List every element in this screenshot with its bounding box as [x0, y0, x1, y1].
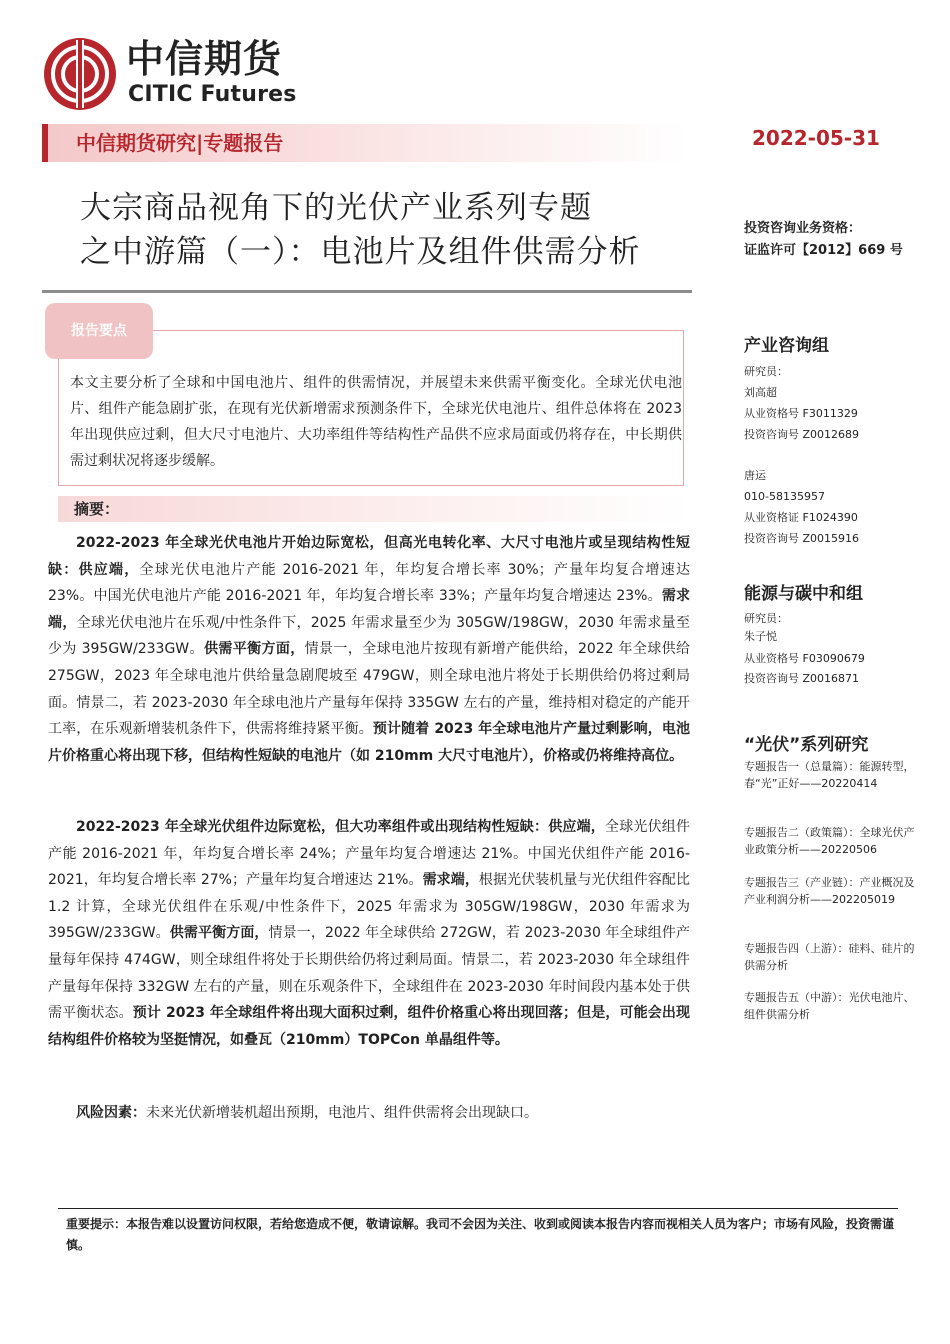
researcher-phone: 010-58135957	[744, 490, 825, 503]
report-title	[80, 186, 700, 274]
para-seg: 需求端，	[48, 588, 691, 631]
summary-paragraph-cells	[48, 530, 690, 769]
banner-accent-bar	[42, 124, 48, 162]
researcher-name: 刘高超	[744, 386, 777, 399]
researcher-label: 研究员：	[744, 612, 788, 625]
researcher-name: 朱子悦	[744, 630, 777, 643]
researcher-advisor-no: 投资咨询号 Z0012689	[744, 428, 860, 441]
series-title: “光伏”系列研究	[744, 735, 869, 755]
title-divider	[42, 290, 692, 293]
para-seg: 根据光伏装机量与光伏组件容配比 1.2 计算，全球光伏组件在乐观/中性条件下，2025 年需求为 305GW/198GW，2030 年需求为 395GW/233GW。	[48, 872, 691, 942]
researcher-cert: 从业资格号 F03090679	[744, 652, 865, 665]
brand-name-en: CITIC Futures	[128, 82, 297, 107]
researcher-advisor-no: 投资咨询号 Z0015916	[744, 532, 860, 545]
title-line-2: 之中游篇（一）：电池片及组件供需分析	[80, 234, 641, 270]
series-item[interactable]: 专题报告二（政策篇）：全球光伏产业政策分析——20220506	[744, 826, 915, 856]
para-seg: 全球光伏电池片产能 2016-2021 年，年均复合增长率 30%；产量年均复合增速达 23%。中国光伏电池片产能 2016-2021 年，年均复合增长率 33%；产量年均复合增速达 23%。	[48, 561, 691, 605]
citic-logo-icon	[42, 36, 118, 112]
summary-label: 摘要：	[74, 500, 120, 518]
series-item[interactable]: 专题报告四（上游）：硅料、硅片的供需分析	[744, 942, 915, 972]
researcher-cert: 从业资格号 F3011329	[744, 407, 858, 420]
para-seg: 需求端，	[422, 872, 479, 889]
summary-paragraph-modules	[48, 814, 690, 1053]
para-seg: 供需平衡方面，	[169, 925, 269, 942]
qualification-line-2: 证监许可【2012】669 号	[744, 243, 903, 258]
para-seg: 全球光伏组件产能 2016-2021 年，年均复合增长率 24%；产量年均复合增速达 21%。中国光伏组件产能 2016-2021，年均复合增长率 27%；产量年均复合增速达 21%。	[48, 819, 690, 889]
risk-paragraph	[48, 1100, 690, 1127]
brand-name-cn: 中信期货	[126, 37, 283, 81]
para-seg: 预计随着 2023 年全球电池片产量过剩影响，电池片价格重心将出现下移，但结构性短缺的电池片（如 210mm 大尺寸电池片），价格或仍将维持高位。	[48, 721, 690, 764]
group-title-industry: 产业咨询组	[744, 336, 829, 356]
summary-header-bar	[58, 496, 690, 522]
qualification-line-1: 投资咨询业务资格：	[744, 221, 862, 236]
footer-disclaimer: 重要提示：本报告难以设置访问权限，若给您造成不便，敬请谅解。我司不会因为关注、收到或阅读本报告内容而视相关人员为客户；市场有风险，投资需谨慎。	[66, 1217, 895, 1252]
researcher-label: 研究员：	[744, 365, 788, 378]
report-date: 2022-05-31	[752, 126, 880, 150]
title-line-1: 大宗商品视角下的光伏产业系列专题	[80, 190, 592, 226]
para-seg: 情景一，2022 年全球供给 272GW，若 2023-2030 年全球组件产量每年保持 474GW，则全球组件将处于长期供给仍将过剩局面。情景二，若 2023-2030 年全球组件产量每年保持 332GW 左右的产量，则在乐观条件下，全球组件在 2023-2030 年时间段内基本处于供需平衡状态。	[48, 925, 691, 1022]
risk-text: 未来光伏新增装机超出预期，电池片、组件供需将会出现缺口。	[146, 1105, 538, 1121]
para-seg: 供需平衡方面，	[203, 641, 305, 658]
key-points-text: 本文主要分析了全球和中国电池片、组件的供需情况，并展望未来供需平衡变化。全球光伏电池片、组件产能急剧扩张，在现有光伏新增需求预测条件下，全球光伏电池片、组件总体将在 2023 年出现供应过剩，但大尺寸电池片、大功率组件等结构性产品供不应求局面或仍将存在，中长期供需过剩状况将逐步缓解。	[70, 375, 682, 469]
key-points-label: 报告要点	[45, 303, 153, 359]
group-title-energy: 能源与碳中和组	[744, 584, 863, 604]
footer-divider	[58, 1208, 898, 1209]
risk-label: 风险因素：	[76, 1105, 146, 1121]
qualification-block	[744, 218, 903, 262]
series-item[interactable]: 专题报告三（产业链）：产业概况及产业利润分析——202205019	[744, 876, 915, 906]
para-seg: 情景一，全球电池片按现有新增产能供给，2022 年全球供给 275GW，2023 年全球电池片供给量急剧爬坡至 479GW，则全球电池片将处于长期供给仍将过剩局面。情景二，若 2023-2030 年全球电池片产量每年保持 335GW 左右的产量，维持相对稳定的产能开工率，在乐观新增装机条件下，供需将维持紧平衡。	[48, 641, 691, 738]
series-item[interactable]: 专题报告一（总量篇）：能源转型，春“光”正好——20220414	[744, 760, 915, 790]
series-item[interactable]: 专题报告五（中游）：光伏电池片、组件供需分析	[744, 991, 915, 1021]
para-seg: 2022-2023 年全球光伏组件边际宽松，但大功率组件或出现结构性短缺：供应端，	[76, 819, 605, 835]
para-seg: 预计 2023 年全球组件将出现大面积过剩，组件价格重心将出现回落；但是，可能会出现结构组件价格较为坚挺情况，如叠瓦（210mm）TOPCon 单晶组件等。	[48, 1005, 691, 1048]
researcher-advisor-no: 投资咨询号 Z0016871	[744, 672, 860, 685]
researcher-cert: 从业资格证 F1024390	[744, 511, 858, 524]
banner-text: 中信期货研究|专题报告	[76, 131, 284, 155]
para-seg: 2022-2023 年全球光伏电池片开始边际宽松，但高光电转化率、大尺寸电池片或呈现结构性短缺：供应端，	[48, 535, 690, 578]
researcher-name: 唐运	[744, 469, 766, 482]
para-seg: 全球光伏电池片在乐观/中性条件下，2025 年需求量至少为 305GW/198GW，2030 年需求量至少为 395GW/233GW。	[48, 614, 690, 658]
